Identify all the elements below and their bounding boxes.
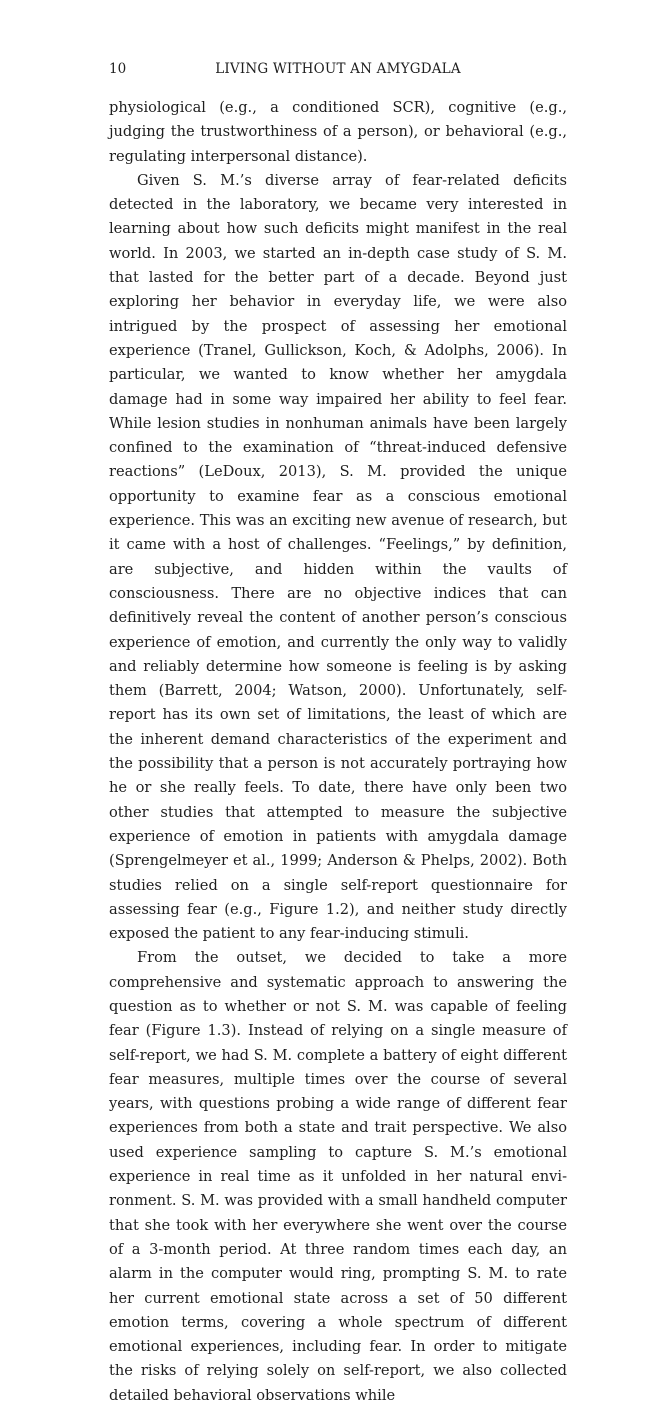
body-text xyxy=(109,96,567,1408)
running-head: LIVING WITHOUT AN AMYGDALA xyxy=(215,61,461,77)
paragraph-continued: physiological (e.g., a conditioned SCR), cognitive (e.g., judging the trustworthiness of a person), or behavioral (e.g., regulating interpersonal distance). xyxy=(109,99,567,165)
paragraph: From the outset, we decided to take a more comprehensive and systematic approach to answering the question as to whether or not S. M. was capable of feeling fear (Figure 1.3). Instead of relying on a single measure of self-report, we had S. M. complete a battery of eight different fear measures, multiple times over the course of several years, with questions probing a wide range of different fear experiences from both a state and trait perspective. We also used experience sampling to capture S. M.’s emotional experience in real time as it unfolded in her natural environment. S. M. was provided with a small handheld computer that she took with her everywhere she went over the course of a 3-month period. At three random times each day, an alarm in the computer would ring, prompting S. M. to rate her current emotional state across a set of 50 different emotion terms, covering a whole spectrum of different emotional experiences, including fear. In order to mitigate the risks of relying solely on self-report, we also collected detailed behavioral observations while xyxy=(109,949,567,1404)
paragraph: Given S. M.’s diverse array of fear-related deficits detected in the laboratory, we became very interested in learning about how such deficits might manifest in the real world. In 2003, we started an in-depth case study of S. M. that lasted for the better part of a decade. Beyond just exploring her behavior in everyday life, we were also intrigued by the prospect of assessing her emotional experience (Tranel, Gullickson, Koch, & Adolphs, 2006). In particular, we wanted to know whether her amygdala damage had in some way impaired her ability to feel fear. While lesion studies in nonhuman animals have been largely confined to the examination of “threat-induced defensive reactions” (LeDoux, 2013), S. M. provided the unique opportunity to examine fear as a conscious emotional experience. This was an exciting new avenue of research, but it came with a host of challenges. “Feelings,” by definition, are subjective, and hidden within the vaults of consciousness. There are no objective indices that can definitively reveal the content of another person’s conscious experience of emotion, and currently the only way to validly and reliably determine how someone is feeling is by asking them (Barrett, 2004; Watson, 2000). Unfortunately, self-report has its own set of limitations, the least of which are the inherent demand characteristics of the experiment and the possibility that a person is not accurately portraying how he or she really feels. To date, there have only been two other studies that attempted to measure the subjective experience of emotion in patients with amygdala damage (Sprengelmeyer et al., 1999; Anderson & Phelps, 2002). Both studies relied on a single self-report questionnaire for assessing fear (e.g., Figure 1.2), and neither study directly exposed the patient to any fear-inducing stimuli. xyxy=(109,171,567,943)
page-number: 10 xyxy=(109,61,127,77)
